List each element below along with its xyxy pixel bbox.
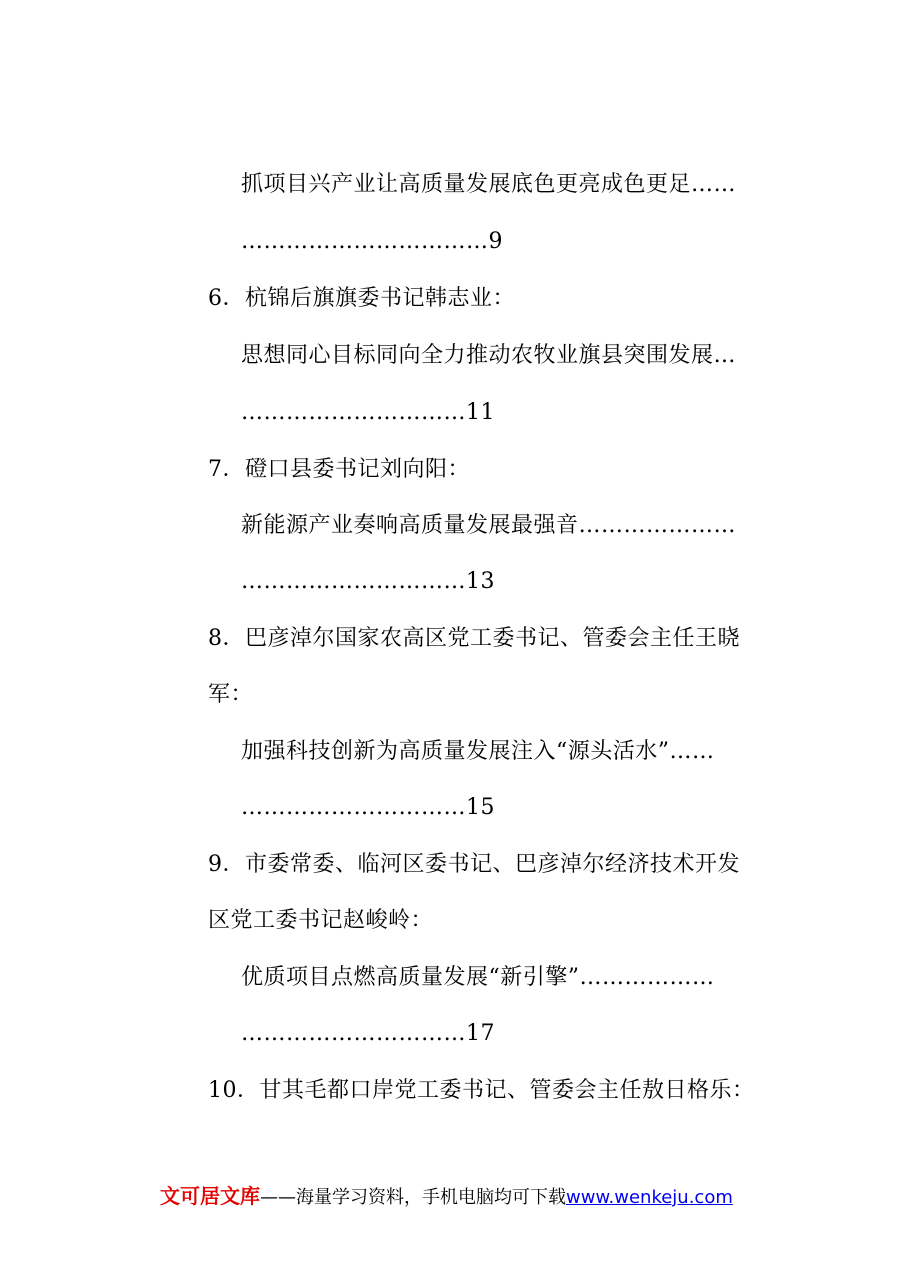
toc-entry-page: …………………………11 — [241, 400, 495, 425]
toc-entry-title: 思想同心目标同向全力推动农牧业旗县突围发展… — [241, 343, 737, 368]
toc-entry-heading-cont: 区党工委书记赵峻岭： — [208, 908, 434, 933]
toc-entry-page: ……………………………9 — [241, 229, 503, 254]
toc-entry-heading: 7．磴口县委书记刘向阳： — [208, 457, 470, 482]
toc-entry-page: …………………………17 — [241, 1021, 495, 1046]
website-link[interactable]: www.wenkeju.com — [566, 1187, 733, 1208]
toc-entry-title: 新能源产业奏响高质量发展最强音………………… — [241, 513, 737, 538]
toc-entry-title: 加强科技创新为高质量发展注入“源头活水”…… — [241, 739, 715, 764]
toc-entry-title: 抓项目兴产业让高质量发展底色更亮成色更足…… — [241, 172, 737, 197]
toc-entry-heading: 9．市委常委、临河区委书记、巴彦淖尔经济技术开发 — [208, 852, 740, 877]
toc-entry-heading: 6．杭锦后旗旗委书记韩志业： — [208, 286, 515, 311]
footer-banner — [160, 1183, 733, 1211]
toc-entry-heading-cont: 军： — [208, 682, 254, 707]
toc-entry-title: 优质项目点燃高质量发展“新引擎”……………… — [241, 965, 715, 990]
toc-entry-page: …………………………15 — [241, 795, 495, 820]
toc-entry-page: …………………………13 — [241, 569, 495, 594]
footer-tagline: ——海量学习资料，手机电脑均可下载 — [260, 1187, 566, 1208]
toc-entry-heading: 8．巴彦淖尔国家农高区党工委书记、管委会主任王晓 — [208, 626, 740, 651]
brand-name: 文可居文库 — [160, 1184, 260, 1208]
toc-entry-heading: 10．甘其毛都口岸党工委书记、管委会主任敖日格乐： — [208, 1078, 755, 1103]
